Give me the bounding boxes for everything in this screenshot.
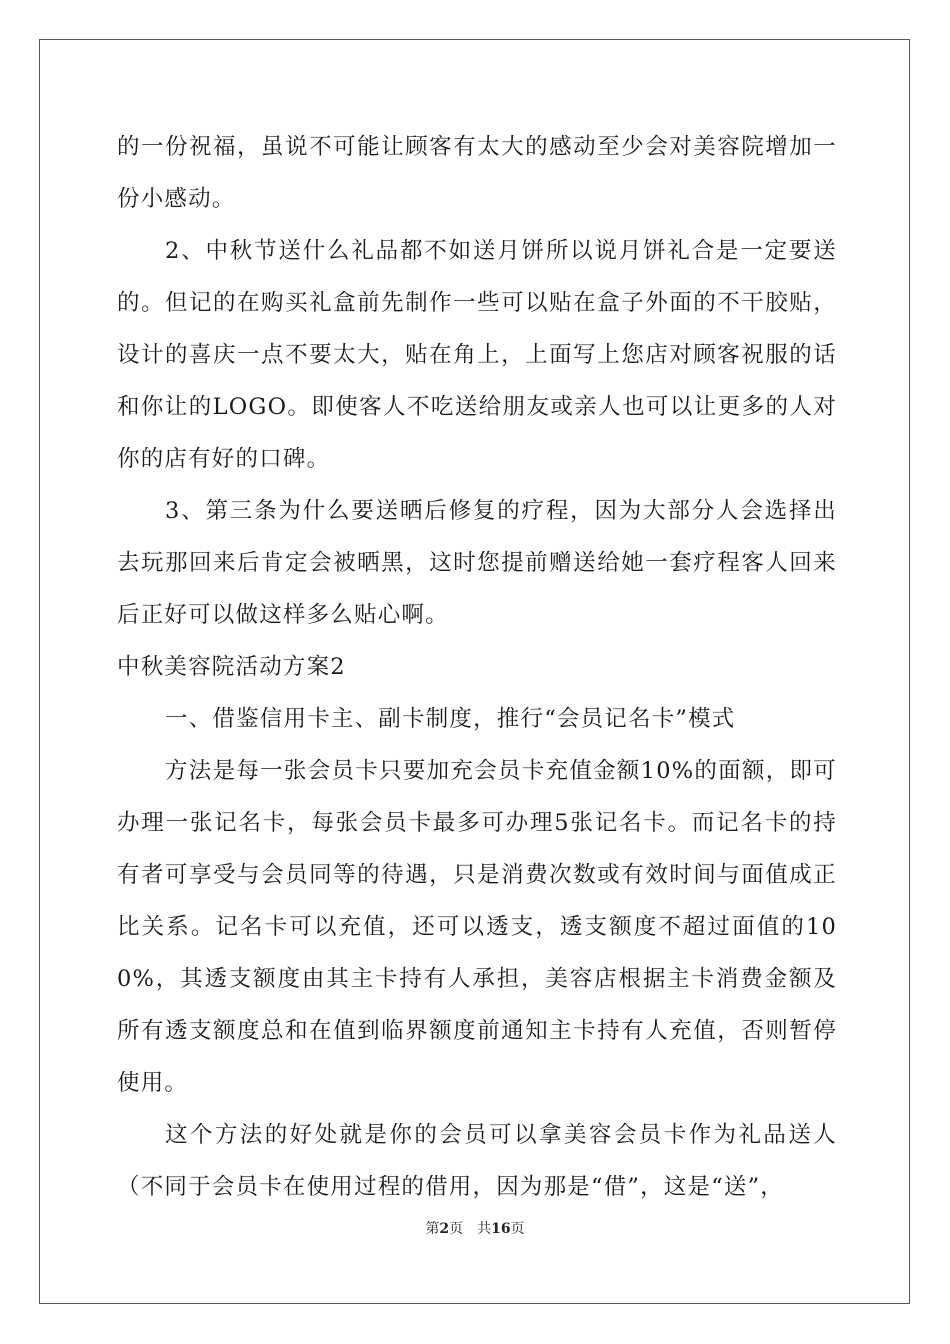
paragraph-5: 方法是每一张会员卡只要加充会员卡充值金额10%的面额，即可办理一张记名卡，每张会员卡最多可办理5张记名卡。而记名卡的持有者可享受与会员同等的待遇，只是消费次数或有效时间与面值成正比关系。记名卡可以充值，还可以透支，透支额度不超过面值的100%，其透支额度由其主卡持有人承担，美容店根据主卡消费金额及所有透支额度总和在值到临界额度前通知主卡持有人充值，否则暂停使用。 <box>117 758 837 1096</box>
footer-suffix: 页 <box>510 1221 525 1237</box>
footer-total-pages: 16 <box>491 1221 511 1237</box>
paragraph-4: 一、借鉴信用卡主、副卡制度，推行“会员记名卡”模式 <box>165 706 736 732</box>
paragraph-2: 2、中秋节送什么礼品都不如送月饼所以说月饼礼合是一定要送的。但记的在购买礼盒前先制作一些可以贴在盒子外面的不干胶贴，设计的喜庆一点不要太大，贴在角上，上面写上您店对顾客祝服的话和你让的LOGO。即使客人不吃送给朋友或亲人也可以让更多的人对你的店有好的口碑。 <box>117 238 837 472</box>
footer-prefix: 第 <box>425 1221 440 1237</box>
footer-mid: 页 共 <box>449 1221 492 1237</box>
document-body <box>117 121 837 1213</box>
page-footer <box>0 1218 950 1238</box>
paragraph-6: 这个方法的好处就是你的会员可以拿美容会员卡作为礼品送人（不同于会员卡在使用过程的借用，因为那是“借”，这是“送”， <box>117 1122 837 1200</box>
paragraph-3: 3、第三条为什么要送晒后修复的疗程，因为大部分人会选择出去玩那回来后肯定会被晒黑，这时您提前赠送给她一套疗程客人回来后正好可以做这样多么贴心啊。 <box>117 498 837 628</box>
section-heading: 中秋美容院活动方案2 <box>117 654 346 680</box>
paragraph-1: 的一份祝福，虽说不可能让顾客有太大的感动至少会对美容院增加一份小感动。 <box>117 134 837 212</box>
footer-page-number: 2 <box>439 1221 450 1237</box>
